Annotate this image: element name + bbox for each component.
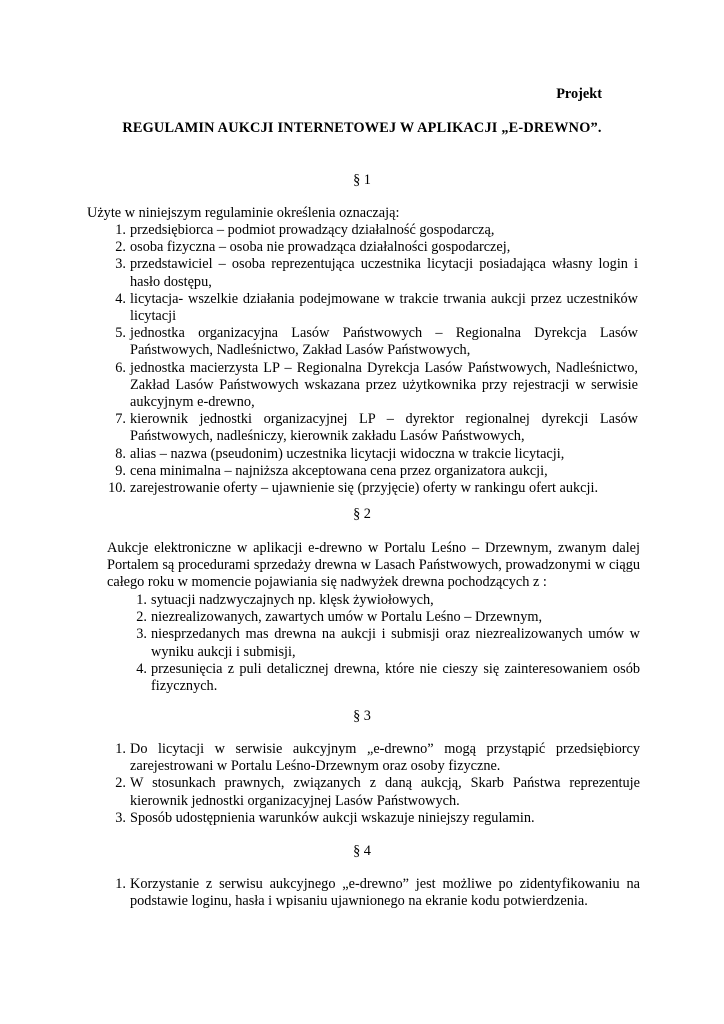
document-title: REGULAMIN AUKCJI INTERNETOWEJ W APLIKACJI „E-DREWNO”.	[122, 120, 602, 136]
list-item	[115, 741, 640, 775]
list-item-number: 2.	[136, 609, 147, 626]
list-item-number: 1.	[115, 876, 126, 892]
section-3-sign: § 3	[353, 708, 371, 724]
list-item	[136, 609, 640, 626]
list-item-text: jednostka macierzysta LP – Regionalna Dyrekcja Lasów Państwowych, Nadleśnictwo, Zakład Lasów Państwowych wskazana przez użytkownika przy rejestracji w serwisie aukcyjnym e-drewno,	[130, 359, 638, 411]
list-item-text: sytuacji nadzwyczajnych np. klęsk żywiołowych,	[151, 592, 434, 608]
list-item-number: 1.	[136, 592, 147, 608]
list-item	[115, 359, 638, 412]
list-item	[136, 626, 640, 660]
list-item-text: W stosunkach prawnych, związanych z daną aukcją, Skarb Państwa reprezentuje kierownik jednostki organizacyjnej Lasów Państwowych.	[130, 775, 640, 809]
list-item	[108, 480, 638, 497]
list-item-text: kierownik jednostki organizacyjnej LP – dyrektor regionalnej dyrekcji Lasów Państwowych, nadleśniczy, kierownik zakładu Lasów Państwowych,	[130, 411, 638, 445]
list-item-number: 6.	[115, 359, 126, 376]
list-item-text: niesprzedanych mas drewna na aukcji i submisji oraz niezrealizowanych umów w wyniku aukcji i submisji,	[151, 626, 640, 660]
list-item-number: 2.	[115, 239, 126, 256]
list-item	[136, 660, 640, 695]
list-item-text: Do licytacji w serwisie aukcyjnym „e-drewno” mogą przystąpić przedsiębiorcy zarejestrowani w Portalu Leśno-Drzewnym oraz osoby fizyczne.	[130, 741, 640, 775]
list-item-text: przedsiębiorca – podmiot prowadzący działalność gospodarczą,	[130, 222, 495, 238]
section-4-list	[115, 876, 640, 910]
list-item-text: przesunięcia z puli detalicznej drewna, które nie cieszy się zainteresowaniem osób fizycznych.	[151, 660, 640, 695]
list-item-text: alias – nazwa (pseudonim) uczestnika licytacji widoczna w trakcie licytacji,	[130, 445, 565, 462]
list-item-number: 4.	[115, 290, 126, 307]
list-item-text: przedstawiciel – osoba reprezentująca uczestnika licytacji posiadająca własny login i hasło dostępu,	[130, 256, 638, 290]
list-item	[115, 775, 640, 809]
list-item-number: 7.	[115, 411, 126, 428]
list-item-number: 3.	[115, 256, 126, 273]
list-item-number: 4.	[136, 660, 147, 677]
list-item-text: cena minimalna – najniższa akceptowana cena przez organizatora aukcji,	[130, 462, 548, 479]
list-item-text: zarejestrowanie oferty – ujawnienie się (przyjęcie) oferty w rankingu ofert aukcji.	[130, 480, 599, 497]
list-item-number: 9.	[115, 462, 126, 479]
list-item	[115, 325, 638, 359]
list-item-number: 3.	[115, 809, 126, 826]
list-item	[115, 222, 638, 239]
list-item-number: 8.	[115, 445, 126, 462]
list-item	[115, 290, 638, 325]
list-item	[115, 809, 640, 827]
list-item-number: 2.	[115, 775, 126, 792]
list-item-text: niezrealizowanych, zawartych umów w Portalu Leśno – Drzewnym,	[151, 609, 543, 626]
section-2-list	[136, 592, 640, 695]
list-item	[115, 445, 638, 463]
list-item-number: 5.	[115, 325, 126, 342]
section-4-sign: § 4	[353, 843, 371, 859]
list-item-text: jednostka organizacyjna Lasów Państwowych – Regionalna Dyrekcja Lasów Państwowych, Nadleśnictwo, Zakład Lasów Państwowych,	[130, 325, 638, 359]
list-item-text: licytacja- wszelkie działania podejmowane w trakcie trwania aukcji przez uczestników licytacji	[130, 290, 638, 325]
list-item-text: Korzystanie z serwisu aukcyjnego „e-drewno” jest możliwe po zidentyfikowaniu na podstawie loginu, hasła i wpisaniu ujawnionego na ekranie kodu potwierdzenia.	[130, 876, 640, 910]
section-3-list	[115, 741, 640, 827]
section-2-intro: Aukcje elektroniczne w aplikacji e-drewno w Portalu Leśno – Drzewnym, zwanym dalej Portalem są procedurami sprzedaży drewna w Lasach Państwowych, prowadzonymi w ciągu całego roku w momencie pojawiania się nadwyżek drewna pochodzących z :	[107, 540, 640, 591]
list-item	[115, 876, 640, 910]
list-item	[115, 256, 638, 290]
list-item-number: 1.	[115, 741, 126, 757]
list-item	[115, 411, 638, 445]
section-1-list	[108, 222, 638, 497]
list-item-number: 1.	[115, 222, 126, 238]
list-item	[136, 592, 640, 609]
section-1-intro: Użyte w niniejszym regulaminie określenia oznaczają:	[87, 205, 400, 221]
list-item-text: osoba fizyczna – osoba nie prowadząca działalności gospodarczej,	[130, 239, 511, 256]
list-item	[115, 462, 638, 480]
list-item	[115, 239, 638, 256]
section-2-sign: § 2	[353, 506, 371, 522]
project-label: Projekt	[556, 86, 602, 102]
list-item-number: 3.	[136, 626, 147, 643]
list-item-number: 10.	[108, 480, 126, 497]
section-1-sign: § 1	[353, 172, 371, 188]
list-item-text: Sposób udostępnienia warunków aukcji wskazuje niniejszy regulamin.	[130, 809, 535, 826]
